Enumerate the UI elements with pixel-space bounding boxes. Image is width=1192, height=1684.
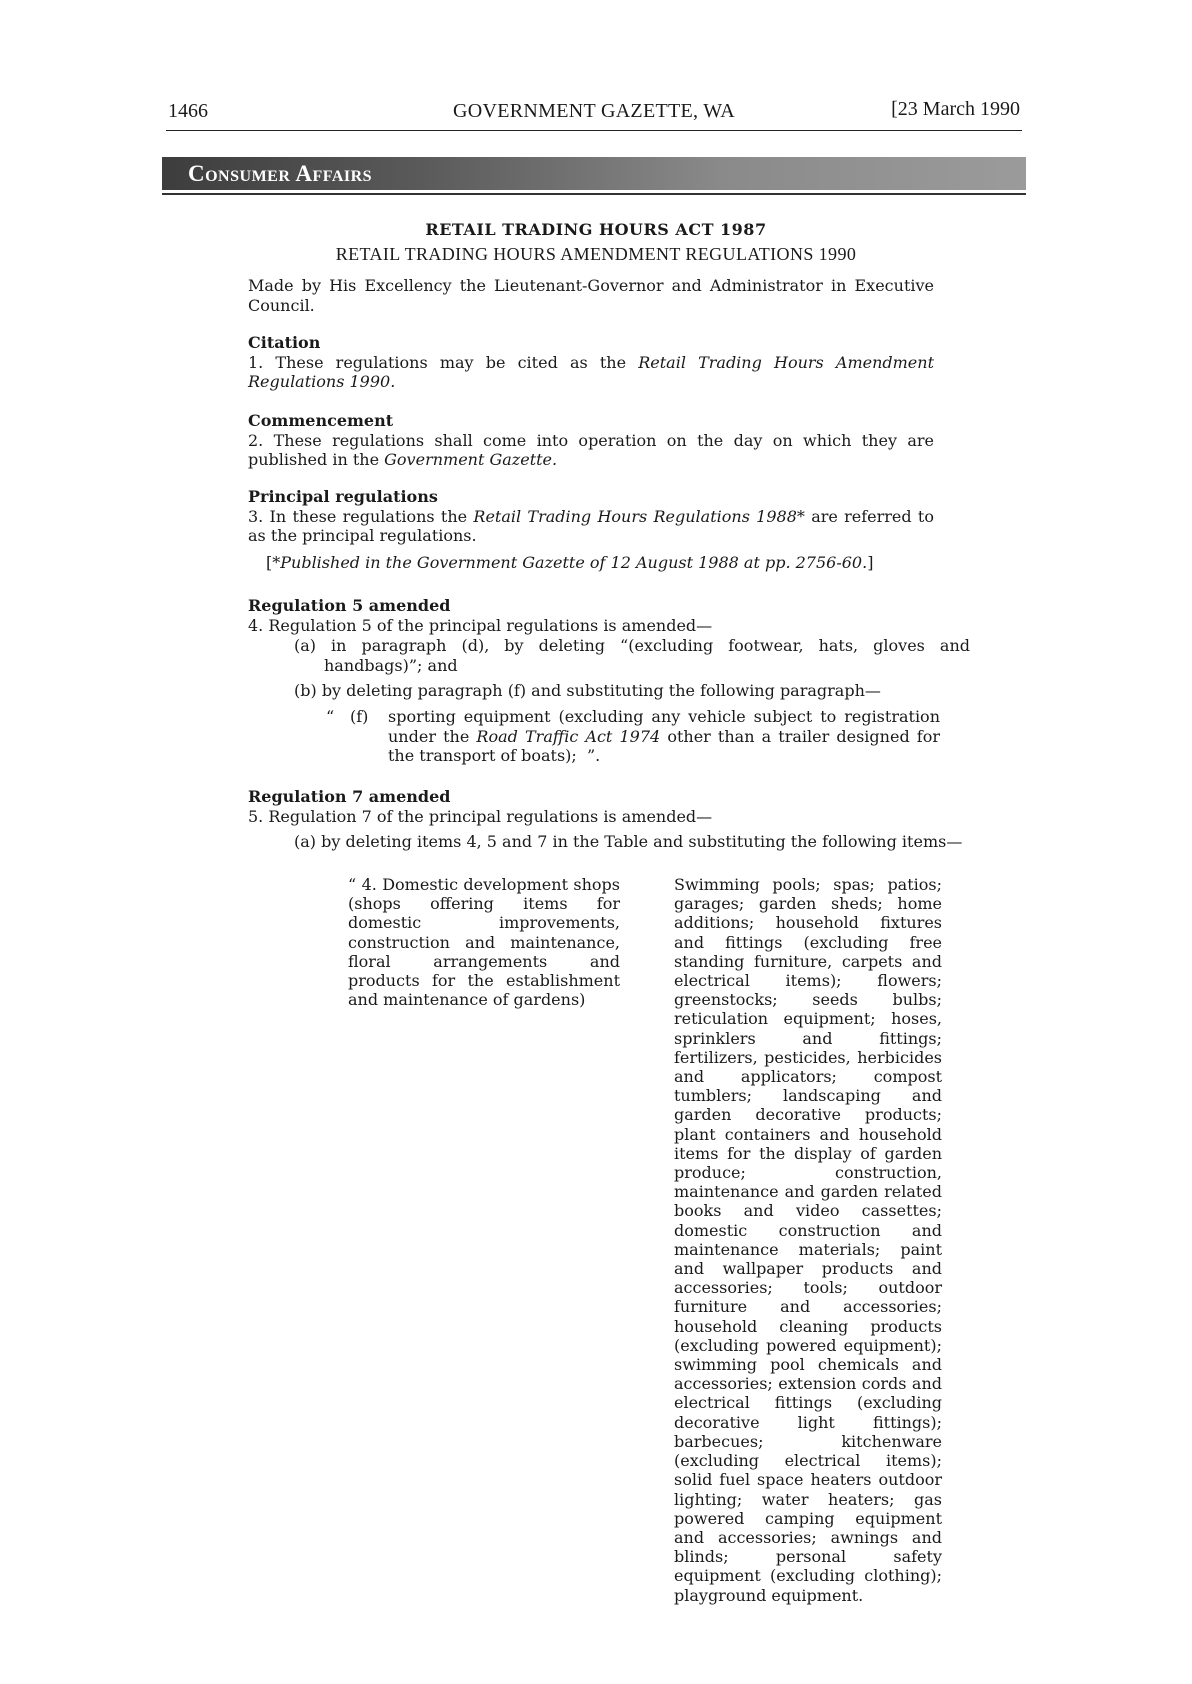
running-header (168, 100, 1020, 126)
reg5-sub-open: “ (326, 707, 335, 726)
reg7-para-a: (a) by deleting items 4, 5 and 7 in the Table and substituting the following items— (294, 832, 963, 851)
principal-text: 3. In these regulations the (248, 506, 474, 526)
section-banner (162, 157, 1026, 190)
act-title: RETAIL TRADING HOURS ACT 1987 (425, 220, 767, 239)
reg5-para-a: (a) in paragraph (d), by deleting “(excluding footwear, hats, gloves and handbags)”; and (294, 636, 970, 675)
reg5-sub-paragraph (388, 707, 940, 766)
header-rule (166, 130, 1022, 131)
citation-heading: Citation (248, 333, 321, 352)
footnote-close: ] (867, 553, 874, 572)
footnote-text: *Published in the Government Gazette of 12 August 1988 at pp. 2756-60. (272, 553, 868, 572)
commencement-section (248, 411, 934, 470)
page-number: 1466 (168, 100, 208, 122)
reg5-para-b: (b) by deleting paragraph (f) and substituting the following paragraph— (294, 681, 881, 700)
reg7-intro: 5. Regulation 7 of the principal regulations is amended— (248, 806, 713, 826)
made-by-paragraph: Made by His Excellency the Lieutenant-Governor and Administrator in Executive Council. (248, 276, 934, 315)
regulations-title: RETAIL TRADING HOURS AMENDMENT REGULATIONS 1990 (335, 244, 857, 264)
gazette-title: GOVERNMENT GAZETTE, WA (453, 100, 735, 122)
principal-text-end: are referred to as the principal regulations. (248, 506, 934, 545)
reg5-sub-text-end: other than a trailer designed for the transport of boats); (388, 726, 941, 765)
commencement-heading: Commencement (248, 411, 394, 430)
reg5-intro: 4. Regulation 5 of the principal regulations is amended— (248, 615, 713, 635)
section-title: Consumer Affairs (188, 160, 373, 186)
reg5-sub-text: sporting equipment (excluding any vehicle subject to registration under the (388, 707, 940, 746)
reg5-section (248, 596, 934, 635)
reg5-heading: Regulation 5 amended (248, 596, 451, 615)
road-traffic-act: Road Traffic Act 1974 (476, 726, 661, 746)
citation-text: 1. These regulations may be cited as the (248, 352, 639, 372)
table-item-goods: Swimming pools; spas; patios; garages; garden sheds; home additions; household fixtures and fittings (excluding free standing furniture, carpets and electrical items); flowers; greenstocks; seeds bulbs; reticulation equipment; hoses, sprinklers and fittings; fertilizers, pesticides, herbicides and applicators; compost tumblers; landscaping and garden decorative products; plant containers and household items for the display of garden produce; construction, maintenance and garden related books and video cassettes; domestic construction and maintenance materials; paint and wallpaper products and accessories; tools; outdoor furniture and accessories; household cleaning products (excluding powered equipment); swimming pool chemicals and accessories; extension cords and electrical fittings (excluding decorative light fittings); barbecues; kitchenware (excluding electrical items); solid fuel space heaters outdoor lighting; water heaters; gas powered camping equipment and accessories; awnings and blinds; personal safety equipment (excluding clothing); playground equipment. (674, 875, 942, 1605)
commencement-text: 2. These regulations shall come into operation on the day on which they are published in the (248, 430, 934, 469)
reg5-sub-close: ”. (586, 746, 601, 765)
citation-title: Retail Trading Hours Amendment Regulations 1990. (248, 352, 935, 391)
footnote-open: [ (266, 553, 273, 572)
principal-footnote (266, 553, 946, 573)
reg7-section (248, 787, 934, 826)
issue-date: [23 March 1990 (891, 98, 1020, 120)
commencement-gazette: Government Gazette. (384, 450, 558, 469)
citation-section (248, 333, 934, 392)
principal-section (248, 487, 934, 546)
reg7-heading: Regulation 7 amended (248, 787, 451, 806)
banner-rule (162, 193, 1026, 195)
principal-title: Retail Trading Hours Regulations 1988* (473, 506, 805, 526)
reg5-sub-label: (f) (350, 707, 369, 726)
principal-heading: Principal regulations (248, 487, 438, 506)
table-item-description: “ 4. Domestic development shops (shops offering items for domestic improvements, construction and maintenance, floral arrangements and products for the establishment and maintenance of gardens) (348, 875, 620, 1010)
